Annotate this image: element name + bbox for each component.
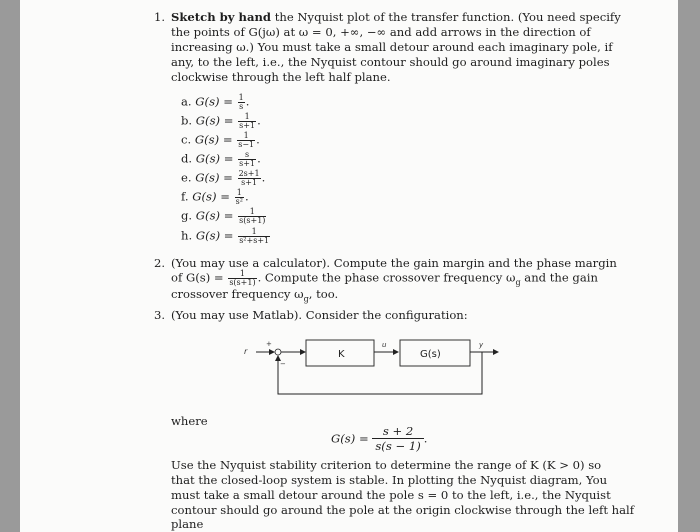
frac-num: 1 [238,208,266,217]
eq-fraction [372,424,423,453]
frac-den: s² [235,197,243,206]
item-label: c. [181,132,192,147]
frac-num: 1 [228,270,256,279]
plant-equation [331,424,427,453]
document-page [20,0,678,532]
problem-3-number: 3. [154,308,166,322]
frac-num: s [238,151,256,160]
block-diagram [230,336,510,402]
item-lhs: G(s) = [195,228,234,243]
problem-2-line-2-post: . Compute the phase crossover frequency ω [257,270,516,285]
item-f [181,189,249,206]
problem-2-sub-g: g [515,277,521,287]
item-tail: . [245,94,250,109]
where-label: where [171,414,208,428]
item-fraction [238,151,256,168]
item-label: d. [181,151,193,166]
item-lhs: G(s) = [195,151,234,166]
problem-1-line-5: clockwise through the left half plane. [171,70,391,84]
problem-1-line-4: any, to the left, i.e., the Nyquist contour should go around imaginary poles [171,55,610,69]
item-tail: . [257,113,261,128]
item-fraction [238,94,245,111]
problem-2-line-3 [171,287,338,306]
problem-1-line-1 [171,10,621,25]
item-b [181,113,261,130]
item-fraction [235,189,244,206]
item-tail: . [257,151,261,166]
left-margin-bar [0,0,20,532]
frac-num: 1 [237,132,255,141]
frac-den: s [239,102,244,111]
problem-3-para-5: plane [171,517,204,531]
eq-lhs: G(s) = [331,431,369,446]
problem-2-line-3-sub: g [303,294,309,304]
item-fraction [238,170,261,187]
eq-tail: . [423,431,428,446]
item-tail: . [256,132,260,147]
item-g [181,208,267,225]
problem-3-para-2: that the closed-loop system is stable. In plotting the Nyquist diagram, You [171,473,608,487]
eq-den: s(s − 1) [375,439,421,453]
item-label: e. [181,170,192,185]
item-d [181,151,261,168]
item-fraction [238,208,266,225]
frac-den: s(s+1) [239,216,266,225]
summing-junction [275,349,281,355]
item-lhs: G(s) = [195,208,234,223]
diagram-u-label: u [382,341,387,349]
problem-1-line-2: the points of G(jω) at ω = 0, +∞, −∞ and add arrows in the direction of [171,25,591,39]
item-h [181,228,271,245]
summing-plus: + [266,340,272,348]
item-lhs: G(s) = [195,94,233,109]
diagram-output-label: y [479,341,484,349]
item-lhs: G(s) = [195,170,233,185]
problem-2-line-2-end: and the gain [520,270,598,285]
problem-3-para-3: must take a small detour around the pole s = 0 to the left, i.e., the Nyquist [171,488,611,502]
summing-minus: − [280,360,286,368]
diagram-input-label: r [244,347,248,356]
frac-den: s−1 [238,140,255,149]
frac-num: 1 [235,189,244,198]
problem-3-para-4: contour should go around the pole at the origin clockwise through the left half [171,503,635,517]
problem-2-line-1: (You may use a calculator). Compute the gain margin and the phase margin [171,256,617,270]
frac-den: s+1 [239,121,256,130]
item-lhs: G(s) = [192,189,230,204]
frac-den: s(s+1) [229,278,256,287]
problem-1-line-1-rest: the Nyquist plot of the transfer function. (You need specify [274,10,621,24]
item-label: g. [181,208,193,223]
problem-2-line-3-text: crossover frequency ω [171,287,304,301]
problem-2-line-2-pre: of G(s) = [171,270,224,285]
item-label: a. [181,94,192,109]
frac-num: 1 [238,113,256,122]
problem-2-number: 2. [154,256,166,270]
frac-den: s+1 [239,159,256,168]
feedback-path [278,352,482,394]
problem-2-line-3-end: , too. [308,287,339,301]
item-lhs: G(s) = [195,113,234,128]
item-tail: . [244,189,249,204]
eq-num: s + 2 [372,424,423,439]
item-tail: . [261,170,266,185]
item-fraction [238,228,270,245]
frac-num: 2s+1 [238,169,260,178]
item-a [181,94,249,111]
plant-label: G(s) [420,349,441,360]
item-fraction [238,113,256,130]
frac-num: 1 [238,228,270,237]
right-margin-bar [678,0,700,532]
frac-den: s+1 [241,178,258,187]
problem-1-line-3: increasing ω.) You must take a small detour around each imaginary pole, if [171,40,613,54]
problem-3-para-1: Use the Nyquist stability criterion to determine the range of K (K > 0) so [171,458,602,472]
item-c [181,132,260,149]
problem-2-fraction [228,270,256,287]
item-e [181,170,265,187]
problem-1-number: 1. [154,10,166,24]
item-label: f. [181,189,189,204]
item-lhs: G(s) = [194,132,233,147]
problem-1-bold-lead: Sketch by hand [171,10,272,24]
problem-3-line-1: (You may use Matlab). Consider the configuration: [171,308,468,322]
frac-num: 1 [238,93,244,102]
item-label: b. [181,113,193,128]
controller-label: K [338,349,345,360]
item-fraction [237,132,255,149]
item-label: h. [181,228,193,243]
frac-den: s²+s+1 [239,236,270,245]
